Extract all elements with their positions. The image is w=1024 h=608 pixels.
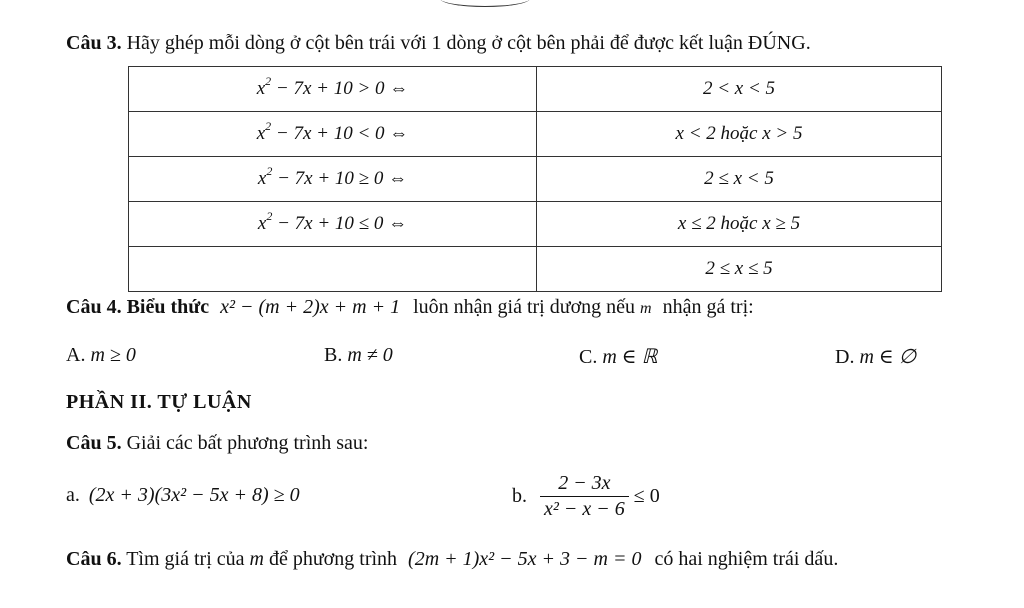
question-5-label: Câu 5. <box>66 432 122 454</box>
question-4-variable: m <box>640 300 652 317</box>
left-cell-empty <box>129 247 537 292</box>
left-cell: $x^2 - 7x + 10 < 0$ ⇔ <box>129 112 537 157</box>
question-5b-fraction <box>540 472 629 521</box>
question-6-expression: (2m + 1)x² − 5x + 3 − m = 0 <box>408 548 642 570</box>
table-row <box>129 247 942 292</box>
question-5-heading <box>66 432 368 455</box>
right-cell: 2 ≤ x < 5 <box>537 157 942 202</box>
table-row <box>129 202 942 247</box>
question-3-heading <box>66 32 811 55</box>
left-cell: $x^2 - 7x + 10 > 0$ ⇔ <box>129 67 537 112</box>
left-cell: $x^2 - 7x + 10 \le 0$ ⇔ <box>129 202 537 247</box>
right-cell: 2 < x < 5 <box>537 67 942 112</box>
question-6-text-mid: để phương trình <box>268 548 398 570</box>
question-5b-letter: b. <box>512 485 527 507</box>
question-5a <box>66 484 300 507</box>
option-letter: B. <box>324 344 343 366</box>
option-letter: C. <box>579 346 598 368</box>
question-3-text: Hãy ghép mỗi dòng ở cột bên trái với 1 dòng ở cột bên phải để được kết luận ĐÚNG. <box>126 32 811 54</box>
question-3-label: Câu 3. <box>66 32 122 54</box>
question-6-text-pre: Tìm giá trị của <box>126 548 245 570</box>
question-4-text-post: luôn nhận giá trị dương nếu <box>413 296 636 318</box>
question-6-heading <box>66 548 838 571</box>
question-5b-relation: ≤ 0 <box>633 485 660 507</box>
question-4-text-end: nhận gá trị: <box>662 296 754 318</box>
question-6-text-post: có hai nghiệm trái dấu. <box>654 548 839 570</box>
question-5-text: Giải các bất phương trình sau: <box>126 432 369 454</box>
question-6-variable: m <box>249 548 264 570</box>
option-value: m ≠ 0 <box>347 344 393 366</box>
option-letter: A. <box>66 344 86 366</box>
option-letter: D. <box>835 346 855 368</box>
question-4-heading <box>66 296 754 319</box>
question-4-expression: x² − (m + 2)x + m + 1 <box>220 296 401 318</box>
option-c[interactable] <box>579 344 657 369</box>
option-b[interactable] <box>324 344 393 367</box>
question-5a-letter: a. <box>66 484 80 506</box>
section-heading: PHẦN II. TỰ LUẬN <box>66 391 252 413</box>
option-value: m ∈ ∅ <box>859 346 917 368</box>
fraction-denominator: x² − x − 6 <box>544 498 625 520</box>
option-value: m ∈ ℝ <box>602 346 658 368</box>
cropped-formula-fragment <box>440 0 530 7</box>
question-4-text-pre: Biểu thức <box>126 296 210 318</box>
question-5a-expression: (2x + 3)(3x² − 5x + 8) ≥ 0 <box>88 484 300 506</box>
table-row <box>129 67 942 112</box>
question-6-label: Câu 6. <box>66 548 122 570</box>
fraction-numerator: 2 − 3x <box>540 472 629 497</box>
right-cell: x ≤ 2 hoặc x ≥ 5 <box>537 202 942 247</box>
option-a[interactable] <box>66 344 136 367</box>
table-row <box>129 157 942 202</box>
option-d[interactable] <box>835 344 916 369</box>
matching-table <box>128 66 942 292</box>
right-cell: x < 2 hoặc x > 5 <box>537 112 942 157</box>
question-4-label: Câu 4. <box>66 296 122 318</box>
right-cell: 2 ≤ x ≤ 5 <box>537 247 942 292</box>
option-value: m ≥ 0 <box>90 344 136 366</box>
question-5b <box>512 472 660 521</box>
left-cell: $x^2 - 7x + 10 \ge 0$ ⇔ <box>129 157 537 202</box>
table-row <box>129 112 942 157</box>
